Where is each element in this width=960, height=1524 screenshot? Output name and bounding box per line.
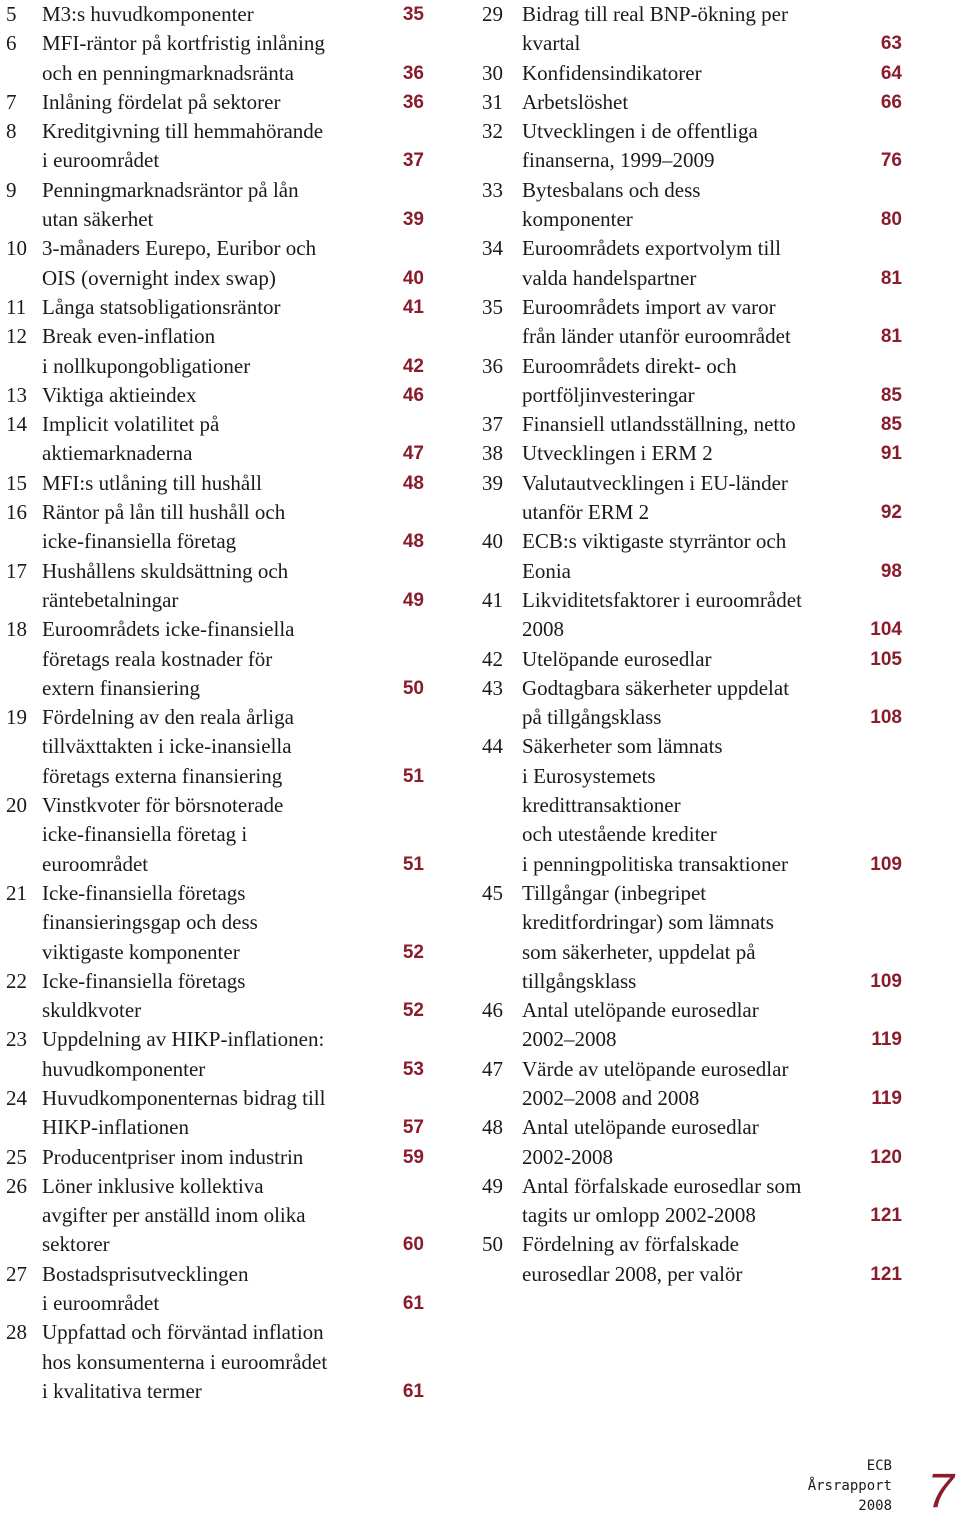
toc-entry[interactable] <box>482 674 902 733</box>
entry-page-number[interactable]: 57 <box>402 1117 424 1139</box>
entry-title-line: MFI:s utlåning till hushåll <box>42 470 262 495</box>
entry-title-line: icke-finansiella företag i <box>42 822 248 847</box>
entry-title-line: Icke-finansiella företags <box>42 880 246 905</box>
entry-number: 18 <box>6 617 27 642</box>
entry-number: 46 <box>482 998 503 1023</box>
entry-number: 36 <box>482 353 503 378</box>
toc-entry[interactable] <box>6 557 424 616</box>
entry-page-number[interactable]: 81 <box>880 326 902 348</box>
entry-title-line: komponenter <box>522 207 633 232</box>
entry-page-number[interactable]: 98 <box>880 560 902 582</box>
entry-title-line: utanför ERM 2 <box>522 500 650 525</box>
entry-title-line: skuldkvoter <box>42 998 142 1023</box>
entry-title-line: Likviditetsfaktorer i euroområdet <box>522 587 802 612</box>
entry-page-number[interactable]: 50 <box>402 677 424 699</box>
entry-page-number[interactable]: 80 <box>880 209 902 231</box>
toc-entry[interactable] <box>482 439 902 468</box>
entry-title-line: portföljinvesteringar <box>522 382 695 407</box>
entry-title-line: Valutautvecklingen i EU-länder <box>522 470 788 495</box>
entry-title-line: och en penningmarknadsränta <box>42 60 294 85</box>
entry-title-line: Eonia <box>522 558 571 583</box>
entry-number: 23 <box>6 1027 27 1052</box>
entry-number: 22 <box>6 968 27 993</box>
toc-entry[interactable] <box>6 498 424 557</box>
entry-page-number[interactable]: 61 <box>402 1380 424 1402</box>
entry-page-number[interactable]: 63 <box>880 33 902 55</box>
toc-entry[interactable] <box>482 1055 902 1114</box>
entry-title-line: 2008 <box>522 617 564 642</box>
entry-page-number[interactable]: 51 <box>402 765 424 787</box>
toc-entry[interactable] <box>6 1143 424 1172</box>
entry-number: 39 <box>482 470 503 495</box>
entry-title-line: Antal utelöpande eurosedlar <box>522 1115 759 1140</box>
toc-entry[interactable] <box>6 381 424 410</box>
entry-page-number[interactable]: 109 <box>870 853 902 875</box>
entry-page-number[interactable]: 59 <box>402 1146 424 1168</box>
toc-entry[interactable] <box>6 1084 424 1143</box>
entry-title-line: Vinstkvoter för börsnoterade <box>42 793 284 818</box>
entry-title-line: Utelöpande eurosedlar <box>522 646 712 671</box>
footer-report-title: Årsrapport <box>807 1478 892 1494</box>
entry-title-line: Löner inklusive kollektiva <box>42 1173 264 1198</box>
toc-entry[interactable] <box>482 293 902 352</box>
entry-title-line: Huvudkomponenternas bidrag till <box>42 1085 326 1110</box>
entry-number: 15 <box>6 470 27 495</box>
entry-title-line: Break even-inflation <box>42 324 216 349</box>
entry-number: 38 <box>482 441 503 466</box>
entry-page-number[interactable]: 109 <box>870 970 902 992</box>
toc-entry[interactable] <box>482 586 902 645</box>
entry-title-line: euroområdet <box>42 851 149 876</box>
entry-title-line: Bidrag till real BNP-ökning per <box>522 2 788 26</box>
entry-title-line: icke-finansiella företag <box>42 529 237 554</box>
entry-number: 5 <box>6 2 17 26</box>
entry-page-number[interactable]: 91 <box>880 443 902 465</box>
entry-page-number[interactable]: 53 <box>402 1058 424 1080</box>
entry-page-number[interactable]: 35 <box>402 4 424 25</box>
entry-number: 35 <box>482 294 503 319</box>
entry-number: 11 <box>6 294 27 319</box>
toc-entry[interactable] <box>6 410 424 469</box>
toc-entry[interactable] <box>6 176 424 235</box>
toc-entry[interactable] <box>6 703 424 791</box>
entry-number: 47 <box>482 1056 503 1081</box>
entry-page-number[interactable]: 64 <box>880 62 902 84</box>
entry-title-line: eurosedlar 2008, per valör <box>522 1261 743 1286</box>
entry-title-line: OIS (overnight index swap) <box>42 265 276 290</box>
toc-entry[interactable] <box>6 469 424 498</box>
toc-entry[interactable] <box>482 469 902 528</box>
entry-page-number[interactable]: 36 <box>402 62 424 84</box>
entry-title-line: Utvecklingen i ERM 2 <box>522 441 713 466</box>
entry-title-line: utan säkerhet <box>42 207 154 232</box>
entry-number: 12 <box>6 324 27 349</box>
entry-title-line: Konfidensindikatorer <box>522 60 702 85</box>
entry-page-number[interactable]: 39 <box>402 209 424 231</box>
entry-title-line: kredittransaktioner <box>522 793 681 818</box>
entry-page-number[interactable]: 105 <box>870 648 902 670</box>
entry-number: 32 <box>482 119 503 144</box>
entry-title-line: Arbetslöshet <box>522 89 629 114</box>
toc-entry[interactable] <box>6 234 424 293</box>
entry-page-number[interactable]: 42 <box>402 355 424 377</box>
entry-title-line: Euroområdets direkt- och <box>522 353 737 378</box>
entry-page-number[interactable]: 48 <box>402 472 424 494</box>
entry-number: 14 <box>6 412 27 437</box>
toc-entry[interactable] <box>6 293 424 322</box>
entry-title-line: räntebetalningar <box>42 587 179 612</box>
entry-title-line: 2002-2008 <box>522 1144 613 1169</box>
entry-title-line: tillgångsklass <box>522 968 637 993</box>
entry-title-line: Euroområdets import av varor <box>522 294 776 319</box>
entry-number: 43 <box>482 675 503 700</box>
toc-entry[interactable] <box>482 996 902 1055</box>
toc-entry[interactable] <box>482 234 902 293</box>
entry-page-number[interactable]: 61 <box>402 1293 424 1315</box>
entry-title-line: ECB:s viktigaste styrräntor och <box>522 529 787 554</box>
toc-entry[interactable] <box>482 1113 902 1172</box>
entry-title-line: Långa statsobligationsräntor <box>42 294 281 319</box>
entry-title-line: Värde av utelöpande eurosedlar <box>522 1056 789 1081</box>
entry-title-line: hos konsumenterna i euroområdet <box>42 1349 328 1374</box>
entry-title-line: sektorer <box>42 1232 110 1257</box>
entry-title-line: huvudkomponenter <box>42 1056 206 1081</box>
entry-page-number[interactable]: 60 <box>402 1234 424 1256</box>
entry-page-number[interactable]: 121 <box>870 1263 902 1285</box>
toc-entry[interactable] <box>6 879 424 967</box>
entry-number: 8 <box>6 119 17 144</box>
toc-entry[interactable] <box>482 176 902 235</box>
entry-number: 34 <box>482 236 503 261</box>
entry-title-line: Producentpriser inom industrin <box>42 1144 304 1169</box>
entry-number: 24 <box>6 1085 27 1110</box>
entry-page-number[interactable]: 92 <box>880 502 902 524</box>
entry-title-line: Utvecklingen i de offentliga <box>522 119 758 144</box>
footer-page-number: 7 <box>927 1465 954 1518</box>
entry-number: 33 <box>482 177 503 202</box>
entry-page-number[interactable]: 37 <box>402 150 424 172</box>
toc-entry[interactable] <box>6 1318 424 1406</box>
entry-number: 16 <box>6 500 27 525</box>
entry-title-line: tillväxttakten i icke-inansiella <box>42 734 292 759</box>
toc-entry[interactable] <box>6 1260 424 1319</box>
entry-title-line: M3:s huvudkomponenter <box>42 2 254 26</box>
entry-title-line: i Eurosystemets <box>522 763 656 788</box>
entry-page-number[interactable]: 108 <box>870 707 902 729</box>
entry-title-line: som säkerheter, uppdelat på <box>522 939 756 964</box>
entry-number: 44 <box>482 734 503 759</box>
entry-title-line: i nollkupongobligationer <box>42 353 251 378</box>
toc-entry[interactable] <box>482 527 902 586</box>
entry-title-line: finansieringsgap och dess <box>42 910 258 935</box>
toc-entry[interactable] <box>6 117 424 176</box>
entry-title-line: Implicit volatilitet på <box>42 412 220 437</box>
entry-page-number[interactable]: 119 <box>871 1029 902 1051</box>
entry-number: 20 <box>6 793 27 818</box>
toc-entry[interactable] <box>482 59 902 88</box>
entry-title-line: Bytesbalans och dess <box>522 177 701 202</box>
toc-column-left <box>6 0 424 1406</box>
toc-column-right <box>482 0 902 1289</box>
entry-page-number[interactable]: 52 <box>402 941 424 963</box>
entry-page-number[interactable]: 85 <box>880 414 902 436</box>
toc-entry[interactable] <box>6 1172 424 1260</box>
entry-title-line: Antal utelöpande eurosedlar <box>522 998 759 1023</box>
entry-number: 7 <box>6 89 17 114</box>
toc-entry[interactable] <box>482 732 902 878</box>
entry-number: 28 <box>6 1320 27 1345</box>
entry-title-line: finanserna, 1999–2009 <box>522 148 715 173</box>
entry-title-line: på tillgångsklass <box>522 705 662 730</box>
entry-title-line: i kvalitativa termer <box>42 1378 202 1403</box>
footer-year: 2008 <box>858 1498 892 1514</box>
entry-title-line: Tillgångar (inbegripet <box>522 880 707 905</box>
toc-entry[interactable] <box>482 1230 902 1289</box>
entry-title-line: Säkerheter som lämnats <box>522 734 723 759</box>
entry-title-line: 2002–2008 and 2008 <box>522 1085 700 1110</box>
entry-number: 27 <box>6 1261 27 1286</box>
entry-title-line: och utestående krediter <box>522 822 717 847</box>
entry-page-number[interactable]: 40 <box>402 267 424 289</box>
entry-title-line: Penningmarknadsräntor på lån <box>42 177 299 202</box>
entry-title-line: Hushållens skuldsättning och <box>42 558 289 583</box>
toc-entry[interactable] <box>482 1172 902 1231</box>
entry-title-line: företags reala kostnader för <box>42 646 273 671</box>
entry-title-line: Icke-finansiella företags <box>42 968 246 993</box>
entry-title-line: 2002–2008 <box>522 1027 617 1052</box>
entry-number: 19 <box>6 705 27 730</box>
entry-number: 9 <box>6 177 17 202</box>
entry-title-line: Inlåning fördelat på sektorer <box>42 89 281 114</box>
entry-page-number[interactable]: 51 <box>402 853 424 875</box>
entry-number: 30 <box>482 60 503 85</box>
entry-title-line: Fördelning av den reala årliga <box>42 705 294 730</box>
entry-title-line: avgifter per anställd inom olika <box>42 1203 306 1228</box>
entry-title-line: Kreditgivning till hemmahörande <box>42 119 324 144</box>
entry-title-line: valda handelspartner <box>522 265 697 290</box>
footer-org: ECB <box>866 1458 892 1474</box>
toc-entry[interactable] <box>6 791 424 879</box>
entry-page-number[interactable]: 119 <box>871 1087 902 1109</box>
entry-page-number[interactable]: 46 <box>402 384 424 406</box>
entry-title-line: i euroområdet <box>42 1291 160 1316</box>
entry-number: 10 <box>6 236 27 261</box>
entry-title-line: extern finansiering <box>42 675 201 700</box>
entry-page-number[interactable]: 81 <box>880 267 902 289</box>
entry-number: 40 <box>482 529 503 554</box>
entry-title-line: i euroområdet <box>42 148 160 173</box>
entry-title-line: Uppdelning av HIKP-inflationen: <box>42 1027 325 1052</box>
entry-page-number[interactable]: 49 <box>402 589 424 611</box>
toc-entry[interactable] <box>482 88 902 117</box>
entry-number: 17 <box>6 558 27 583</box>
entry-title-line: Antal förfalskade eurosedlar som <box>522 1173 802 1198</box>
entry-title-line: HIKP-inflationen <box>42 1115 189 1140</box>
entry-title-line: från länder utanför euroområdet <box>522 324 791 349</box>
entry-title-line: MFI-räntor på kortfristig inlåning <box>42 31 325 56</box>
entry-number: 26 <box>6 1173 27 1198</box>
entry-number: 25 <box>6 1144 27 1169</box>
entry-title-line: Bostadsprisutvecklingen <box>42 1261 249 1286</box>
entry-number: 42 <box>482 646 503 671</box>
entry-title-line: Uppfattad och förväntad inflation <box>42 1320 324 1345</box>
entry-title-line: aktiemarknaderna <box>42 441 193 466</box>
toc-entry[interactable] <box>482 352 902 411</box>
toc-entry[interactable] <box>482 410 902 439</box>
toc-entry[interactable] <box>482 645 902 674</box>
entry-title-line: Viktiga aktieindex <box>42 382 197 407</box>
toc-entry[interactable] <box>482 117 902 176</box>
entry-page-number[interactable]: 104 <box>870 619 902 641</box>
entry-number: 50 <box>482 1232 503 1257</box>
toc-entry[interactable] <box>6 1025 424 1084</box>
entry-title-line: Euroområdets exportvolym till <box>522 236 781 261</box>
entry-page-number[interactable]: 66 <box>880 91 902 113</box>
entry-page-number[interactable]: 47 <box>402 443 424 465</box>
entry-title-line: Euroområdets icke-finansiella <box>42 617 295 642</box>
toc-entry[interactable] <box>6 88 424 117</box>
entry-page-number[interactable]: 120 <box>870 1146 902 1168</box>
page-footer <box>807 1458 958 1520</box>
toc-entry[interactable] <box>6 967 424 1026</box>
entry-page-number[interactable]: 52 <box>402 1000 424 1022</box>
entry-title-line: Godtagbara säkerheter uppdelat <box>522 675 790 700</box>
entry-page-number[interactable]: 48 <box>402 531 424 553</box>
entry-number: 49 <box>482 1173 503 1198</box>
entry-title-line: tagits ur omlopp 2002-2008 <box>522 1203 756 1228</box>
entry-number: 6 <box>6 31 17 56</box>
toc-entry[interactable] <box>6 615 424 703</box>
entry-page-number[interactable]: 36 <box>402 91 424 113</box>
entry-number: 48 <box>482 1115 503 1140</box>
entry-title-line: Fördelning av förfalskade <box>522 1232 739 1257</box>
entry-title-line: i penningpolitiska transaktioner <box>522 851 788 876</box>
toc-entry[interactable] <box>6 29 424 88</box>
entry-number: 13 <box>6 382 27 407</box>
entry-title-line: företags externa finansiering <box>42 763 283 788</box>
entry-number: 45 <box>482 880 503 905</box>
entry-number: 41 <box>482 587 503 612</box>
entry-title-line: kvartal <box>522 31 581 56</box>
entry-title-line: viktigaste komponenter <box>42 939 240 964</box>
entry-number: 21 <box>6 880 27 905</box>
entry-number: 37 <box>482 412 503 437</box>
toc-entry[interactable] <box>6 0 424 29</box>
entry-title-line: Räntor på lån till hushåll och <box>42 500 286 525</box>
entry-page-number[interactable]: 41 <box>402 296 424 318</box>
toc-entry[interactable] <box>6 322 424 381</box>
entry-title-line: kreditfordringar) som lämnats <box>522 910 774 935</box>
toc-entry[interactable] <box>482 879 902 996</box>
entry-title-line: Finansiell utlandsställning, netto <box>522 412 796 437</box>
entry-page-number[interactable]: 85 <box>880 384 902 406</box>
entry-title-line: 3-månaders Eurepo, Euribor och <box>42 236 317 261</box>
entry-page-number[interactable]: 121 <box>870 1205 902 1227</box>
entry-number: 29 <box>482 2 503 26</box>
entry-number: 31 <box>482 89 503 114</box>
entry-page-number[interactable]: 76 <box>880 150 902 172</box>
toc-entry[interactable] <box>482 0 902 59</box>
